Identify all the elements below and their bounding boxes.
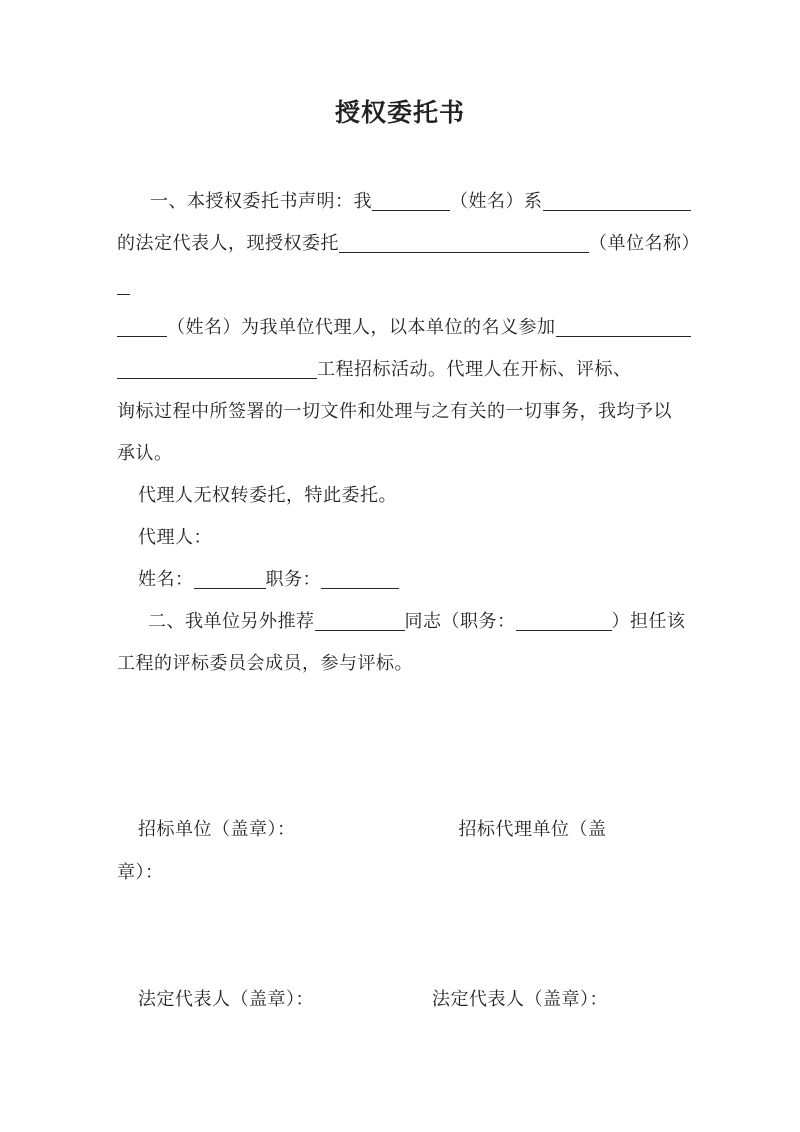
text-line — [117, 642, 413, 684]
line-text: 承认。 — [117, 443, 173, 463]
line-text: 同志（职务： — [404, 611, 516, 631]
line-text: 章）： — [117, 862, 164, 882]
column-gap — [314, 1004, 432, 1005]
text-line — [117, 432, 173, 474]
line-text: （姓名）系 — [450, 191, 543, 211]
text-line — [117, 348, 632, 390]
line-text: 二、我单位另外推荐 — [148, 611, 315, 631]
line-text: 询标过程中所签署的一切文件和处理与之有关的一切事务，我均予以 — [117, 401, 672, 421]
line-text: 法定代表人（盖章）： — [138, 989, 314, 1009]
text-line — [117, 600, 686, 642]
line-text: 招标单位（盖章）： — [138, 819, 296, 839]
line-text: 代理人： — [138, 527, 212, 547]
blank-field — [556, 322, 691, 337]
line-text: 一、本授权委托书声明：我 — [150, 191, 372, 211]
blank-field — [516, 616, 612, 631]
line-text: 工程的评标委员会成员，参与评标。 — [117, 653, 413, 673]
line-text: （单位名称） — [589, 233, 700, 253]
text-line — [117, 978, 608, 1020]
blank-field — [321, 574, 399, 589]
line-text: （姓名）为我单位代理人，以本单位的名义参加 — [167, 317, 556, 337]
line-text: 招标代理单位（盖 — [458, 819, 607, 839]
text-line — [117, 474, 397, 516]
blank-field — [117, 322, 167, 337]
text-line — [117, 808, 607, 850]
line-text: 代理人无权转委托，特此委托。 — [138, 485, 397, 505]
blank-field — [117, 364, 317, 379]
line-text: 的法定代表人，现授权委托 — [117, 233, 339, 253]
blank-field — [543, 196, 691, 211]
blank-field — [372, 196, 450, 211]
blank-field — [315, 616, 405, 631]
text-line — [117, 222, 700, 264]
text-line — [117, 390, 672, 432]
text-line — [117, 306, 691, 348]
line-text: ）担任该 — [611, 611, 686, 631]
blank-field — [339, 238, 589, 253]
text-line — [117, 264, 130, 306]
text-line — [117, 516, 212, 558]
line-text: 法定代表人（盖章）： — [432, 989, 608, 1009]
line-text: 工程招标活动。代理人在开标、评标、 — [317, 359, 632, 379]
blank-field — [194, 574, 266, 589]
text-line — [117, 558, 399, 600]
text-line — [117, 851, 164, 893]
column-gap — [296, 834, 459, 835]
blank-field — [117, 280, 130, 295]
document-title: 授权委托书 — [334, 100, 465, 127]
line-text: 姓名： — [138, 569, 194, 589]
line-text: 职务： — [265, 569, 321, 589]
text-line — [117, 180, 691, 222]
